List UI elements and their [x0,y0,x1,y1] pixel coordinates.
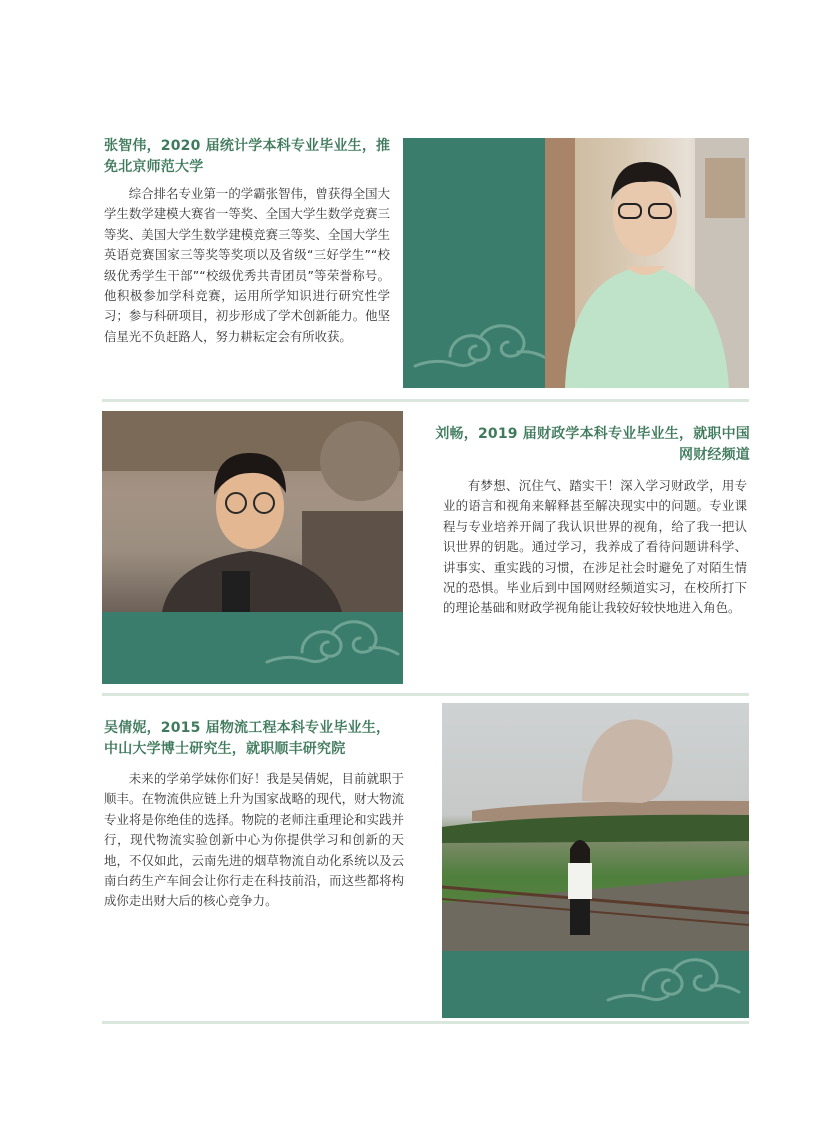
profile-1-paragraph: 综合排名专业第一的学霸张智伟，曾获得全国大学生数学建模大赛省一等奖、全国大学生数学竞赛三等奖、美国大学生数学建模竞赛三等奖、全国大学生英语竞赛国家三等奖等奖项以及省级“三好学生”“校级优秀学生干部”“校级优秀共青团员”等荣誉称号。他积极参加学科竞赛，运用所学知识进行研究性学习；参与科研项目，初步形成了学术创新能力。他坚信星光不负赶路人，努力耕耘定会有所收获。 [104,186,390,344]
divider-3 [102,1021,749,1024]
profile-1-body [104,184,390,347]
profile-2-body [443,476,747,619]
profile-3-title: 吴倩妮，2015 届物流工程本科专业毕业生，中山大学博士研究生，就职顺丰研究院 [104,720,391,757]
profile-1-photo [545,138,749,388]
profile-2-photo [102,411,403,612]
profile-3-body [104,769,404,912]
profile-1-title: 张智伟，2020 届统计学本科专业毕业生，推免北京师范大学 [104,138,391,175]
divider-1 [102,399,749,402]
profile-2-title: 刘畅，2019 届财政学本科专业毕业生，就职中国网财经频道 [435,426,750,463]
profile-3-photo [442,703,749,951]
cloud-ornament-icon [262,614,402,674]
cloud-ornament-icon [603,952,743,1012]
profile-3-paragraph: 未来的学弟学妹你们好！我是吴倩妮，目前就职于顺丰。在物流供应链上升为国家战略的现代，财大物流专业将是你绝佳的选择。物院的老师注重理论和实践并行，现代物流实验创新中心为你提供学习和创新的天地，不仅如此，云南先进的烟草物流自动化系统以及云南白药生产车间会让你行走在科技前沿，而这些都将构成你走出财大后的核心竞争力。 [104,771,404,909]
cloud-ornament-icon [410,318,550,378]
profile-2-paragraph: 有梦想、沉住气、踏实干！深入学习财政学，用专业的语言和视角来解释甚至解决现实中的问题。专业课程与专业培养开阔了我认识世界的视角，给了我一把认识世界的钥匙。通过学习，我养成了看待问题讲科学、讲事实、重实践的习惯，在涉足社会时避免了对陌生情况的恐惧。毕业后到中国网财经频道实习，在校所打下的理论基础和财政学视角能让我较好较快地进入角色。 [443,478,747,616]
divider-2 [102,693,749,696]
